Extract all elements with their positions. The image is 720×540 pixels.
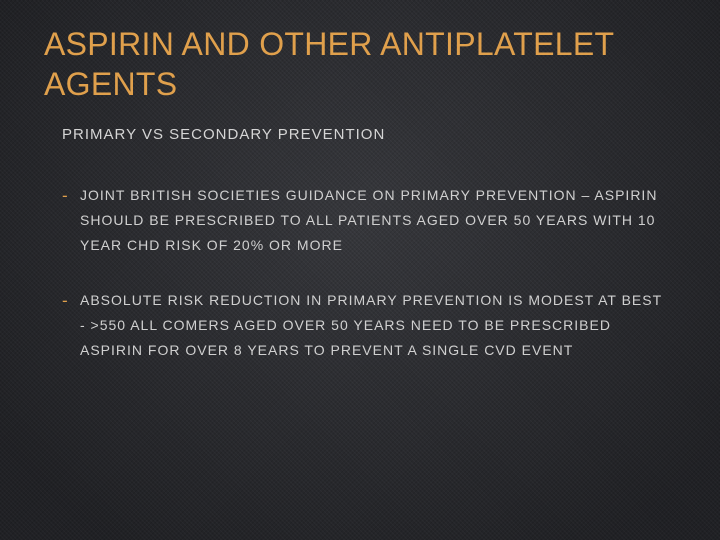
bullet-text: JOINT BRITISH SOCIETIES GUIDANCE ON PRIMARY PREVENTION – ASPIRIN SHOULD BE PRESCRIBED TO ALL PATIENTS AGED OVER 50 YEARS WITH 10 YEAR CHD RISK OF 20% OR MORE xyxy=(80,187,658,253)
bullet-marker: - xyxy=(62,186,68,205)
bullet-list xyxy=(62,183,662,393)
bullet-item xyxy=(62,288,662,363)
slide-title: ASPIRIN AND OTHER ANTIPLATELET AGENTS xyxy=(44,26,614,102)
slide-subtitle: PRIMARY VS SECONDARY PREVENTION xyxy=(62,126,386,143)
bullet-marker: - xyxy=(62,291,68,310)
bullet-text: ABSOLUTE RISK REDUCTION IN PRIMARY PREVENTION IS MODEST AT BEST - >550 ALL COMERS AGED OVER 50 YEARS NEED TO BE PRESCRIBED ASPIRIN FOR OVER 8 YEARS TO PREVENT A SINGLE CVD EVENT xyxy=(80,292,662,358)
bullet-item xyxy=(62,183,662,258)
